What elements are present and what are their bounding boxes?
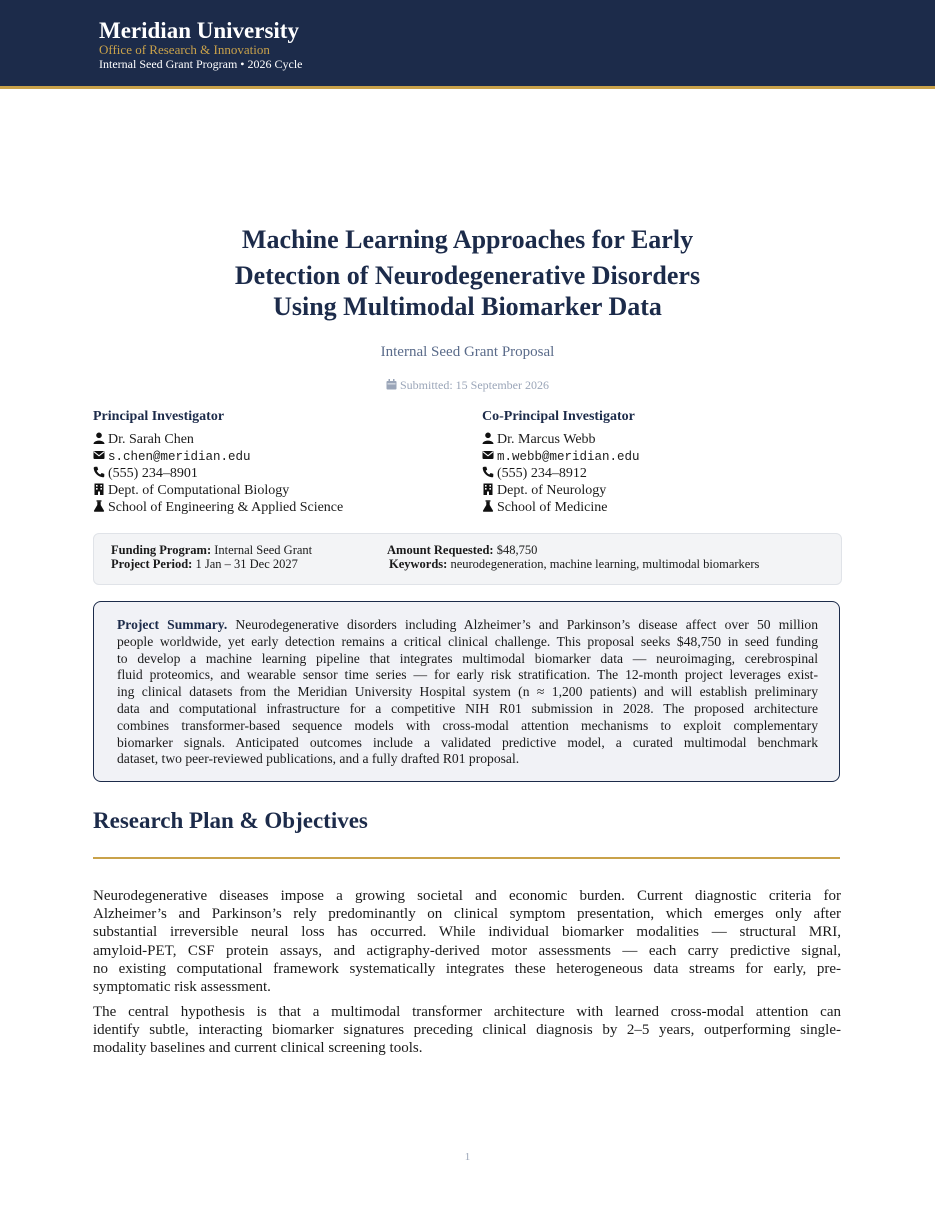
phone-icon	[482, 466, 494, 478]
pi-dept-row	[93, 482, 463, 499]
project-period	[111, 557, 298, 572]
pi-phone: (555) 234–8901	[108, 466, 198, 481]
university-name: Meridian University	[99, 18, 299, 43]
paragraph-line: The central hypothesis is that a multimodal transformer architecture with learned cross-modal attention can	[93, 1004, 841, 1020]
keywords-label: Keywords:	[389, 557, 448, 571]
flask-icon	[93, 500, 105, 512]
proposal-title	[93, 227, 842, 320]
paragraph-line: amyloid-PET, CSF protein assays, and actigraphy-derived motor assessments — each carry predictive signal,	[93, 942, 841, 959]
summary-line: people worldwide, yet early detection remains a critical clinical challenge. This proposal seeks $48,750 in seed funding	[117, 633, 818, 649]
funding-program-value: Internal Seed Grant	[214, 543, 313, 557]
building-icon	[93, 483, 105, 495]
section-heading: Research Plan & Objectives	[93, 808, 368, 833]
copi-phone-row	[482, 465, 852, 482]
submitted-text: Submitted: 15 September 2026	[400, 378, 549, 392]
pi-phone-row	[93, 465, 463, 482]
project-period-label: Project Period:	[111, 557, 193, 571]
copi-email[interactable]: m.webb@meridian.edu	[497, 450, 640, 464]
program-cycle: Internal Seed Grant Program • 2026 Cycle	[99, 57, 303, 71]
summary-line-text: Neurodegenerative disorders including Alzheimer’s and Parkinson’s disease affect over 50 million	[235, 617, 819, 632]
funding-program-label: Funding Program:	[111, 543, 212, 557]
body-paragraph-2	[93, 1003, 841, 1058]
copi-role: Co-Principal Investigator	[482, 409, 635, 424]
pi-dept: Dept. of Computational Biology	[108, 483, 290, 498]
proposal-subtitle: Internal Seed Grant Proposal	[380, 344, 555, 360]
summary-line: fluid proteomics, and wearable sensor time series — for early risk stratification. The 12-month project leverages exist-	[117, 667, 818, 683]
summary-line: data and computational infrastructure for a competitive NIH R01 submission in 2028. The proposed architecture	[117, 700, 818, 716]
funding-info-box	[93, 533, 842, 585]
phone-icon	[93, 466, 105, 478]
pi-email-row	[93, 448, 463, 465]
co-principal-investigator	[482, 409, 852, 516]
paragraph-line: no existing computational framework systematically integrates these heterogeneous data streams for early, pre-	[93, 960, 841, 977]
submitted-date	[93, 378, 842, 393]
pi-name: Dr. Sarah Chen	[108, 432, 194, 447]
body-paragraph-1	[93, 887, 841, 996]
summary-line: dataset, two peer-reviewed publications, and a fully drafted R01 proposal.	[117, 751, 520, 767]
building-icon	[482, 483, 494, 495]
summary-line	[117, 617, 818, 634]
amount-requested-label: Amount Requested:	[387, 543, 494, 557]
principal-investigator	[93, 409, 463, 516]
flask-icon	[482, 500, 494, 512]
copi-email-row	[482, 448, 852, 465]
copi-name-row	[482, 431, 852, 448]
paragraph-line: substantial irreversible neural loss has occurred. While individual biomarker modalities — structural MRI,	[93, 924, 841, 941]
copi-school: School of Medicine	[497, 500, 608, 515]
calendar-icon	[386, 379, 397, 390]
paragraph-line: Alzheimer’s and Parkinson’s rely predominantly on clinical symptom presentation, which emerges only after	[93, 906, 841, 923]
office-name: Office of Research & Innovation	[99, 42, 270, 57]
title-line: Using Multimodal Biomarker Data	[273, 292, 662, 321]
user-icon	[482, 432, 494, 444]
page-number: 1	[464, 1151, 471, 1163]
section-divider	[93, 857, 840, 859]
summary-text	[117, 617, 818, 768]
paragraph-line: symptomatic risk assessment.	[93, 978, 271, 995]
title-line: Machine Learning Approaches for Early	[241, 225, 694, 254]
summary-label: Project Summary.	[117, 617, 228, 632]
keywords-value: neurodegeneration, machine learning, multimodal biomarkers	[450, 557, 760, 571]
pi-school-row	[93, 499, 463, 516]
paragraph-line: Neurodegenerative diseases impose a growing societal and economic burden. Current diagnostic criteria for	[93, 888, 841, 904]
copi-name: Dr. Marcus Webb	[497, 432, 596, 447]
paragraph-line: identify subtle, interacting biomarker signatures preceding clinical diagnosis by 2–5 years, outperforming single-	[93, 1022, 841, 1039]
envelope-icon	[482, 449, 494, 461]
copi-dept-row	[482, 482, 852, 499]
copi-dept: Dept. of Neurology	[497, 483, 607, 498]
amount-requested-value: $48,750	[496, 543, 538, 557]
copi-phone: (555) 234–8912	[497, 466, 587, 481]
paragraph-line: modality baselines and current clinical screening tools.	[93, 1040, 423, 1057]
funding-program	[111, 543, 312, 558]
title-line: Detection of Neurodegenerative Disorders	[234, 261, 701, 290]
summary-line: biomarker signals. Anticipated outcomes include a validated predictive model, a curated multimodal benchmark	[117, 734, 818, 750]
pi-name-row	[93, 431, 463, 448]
summary-line: ing clinical datasets from the Meridian University Hospital system (n ≈ 1,200 patients) and will establish preliminary	[117, 684, 818, 700]
summary-line: combines transformer-based sequence models with cross-modal attention mechanisms to exploit complementary	[117, 717, 818, 733]
pi-school: School of Engineering & Applied Science	[108, 500, 344, 515]
user-icon	[93, 432, 105, 444]
header-banner	[0, 0, 935, 89]
pi-role: Principal Investigator	[93, 409, 225, 424]
keywords	[389, 557, 759, 572]
copi-school-row	[482, 499, 852, 516]
project-period-value: 1 Jan – 31 Dec 2027	[195, 557, 298, 571]
summary-line: to develop a machine learning pipeline that integrates multimodal biomarker data — neuroimaging, cerebrospinal	[117, 650, 818, 666]
project-summary-box	[93, 601, 840, 782]
pi-email[interactable]: s.chen@meridian.edu	[108, 450, 251, 464]
envelope-icon	[93, 449, 105, 461]
amount-requested	[387, 543, 537, 558]
